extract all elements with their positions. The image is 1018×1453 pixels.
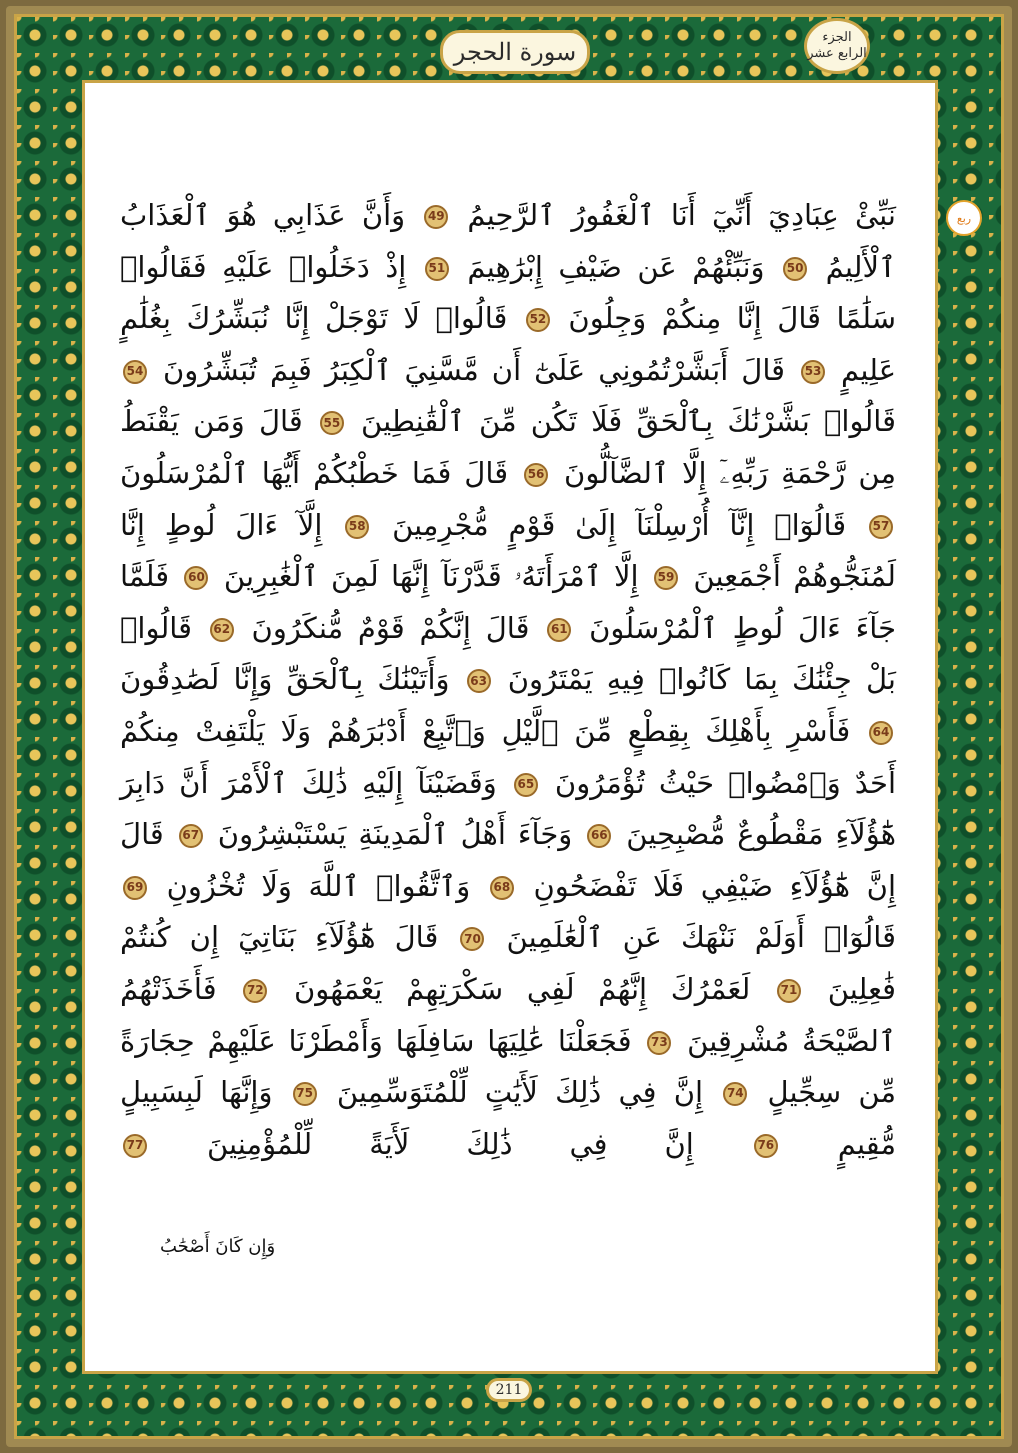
ayah-number-marker: 66 [587, 824, 611, 848]
ayah-number-marker: 50 [783, 257, 807, 281]
ayah-number-marker: 63 [467, 669, 491, 693]
ayah-number-marker: 67 [179, 824, 203, 848]
ayah-number-marker: 53 [801, 360, 825, 384]
verse-text: قَالُوا۟ بَشَّرْنَٰكَ بِٱلْحَقِّ فَلَا تَكُن مِّنَ ٱلْقَٰنِطِينَ [346, 404, 896, 439]
ayah-number-marker: 52 [526, 308, 550, 332]
ayah-number-marker: 57 [869, 515, 893, 539]
ayah-number-marker: 69 [123, 876, 147, 900]
verse-text: إِلَّا ٱمْرَأَتَهُۥ قَدَّرْنَآ إِنَّهَا لَمِنَ ٱلْغَٰبِرِينَ [211, 559, 639, 594]
verse-text: إِنَّ فِي ذَٰلِكَ لَأَيَٰتٍ لِّلْمُتَوَسِّمِينَ [319, 1075, 704, 1110]
ayah-number-marker: 49 [424, 205, 448, 229]
verse-text: قَالَ أَبَشَّرْتُمُونِي عَلَىٰٓ أَن مَّسَّنِيَ ٱلْكِبَرُ فَبِمَ تُبَشِّرُونَ [150, 352, 786, 387]
ayah-number-marker: 75 [293, 1082, 317, 1106]
verse-text: قَالُوا۟ لَا تَوْجَلْ إِنَّا نُبَشِّرُكَ بِغُلَٰمٍ عَلِيمٍ [120, 301, 896, 387]
juz-label [804, 18, 870, 74]
ayah-number-marker: 51 [425, 257, 449, 281]
ayah-number-marker: 76 [754, 1134, 778, 1158]
ayah-number-marker: 55 [320, 411, 344, 435]
verse-text: فَأَسْرِ بِأَهْلِكَ بِقِطْعٍ مِّنَ ٱلَّيْلِ وَٱتَّبِعْ أَدْبَٰرَهُمْ وَلَا يَلْتَفِتْ مِنكُمْ أَحَدٌ وَٱمْضُوا۟ حَيْثُ تُؤْمَرُونَ [120, 713, 897, 800]
ayah-number-marker: 65 [514, 773, 538, 797]
verse-text: إِذْ دَخَلُوا۟ عَلَيْهِ فَقَالُوا۟ سَلَٰمًا قَالَ إِنَّا مِنكُمْ وَجِلُونَ [120, 249, 897, 336]
ayah-number-marker: 62 [210, 618, 234, 642]
verse-text: وَإِنَّهَا لَبِسَبِيلٍ مُّقِيمٍ [120, 1075, 897, 1161]
quran-text-block [120, 190, 896, 1170]
verse-text: قَالُوٓا۟ إِنَّآ أُرْسِلْنَآ إِلَىٰ قَوْمٍ مُّجْرِمِينَ [372, 507, 847, 542]
ayah-number-marker: 74 [723, 1082, 747, 1106]
ayah-number-marker: 54 [123, 360, 147, 384]
verse-text: قَالَ إِنَّ هَٰٓؤُلَآءِ ضَيْفِي فَلَا تَفْضَحُونِ [120, 817, 897, 903]
ayah-number-marker: 77 [123, 1134, 147, 1158]
verse-text: قَالَ هَٰٓؤُلَآءِ بَنَاتِيٓ إِن كُنتُمْ فَٰعِلِينَ [120, 920, 896, 1006]
ayah-number-marker: 61 [547, 618, 571, 642]
ayah-number-marker: 71 [777, 979, 801, 1003]
ayah-number-marker: 73 [647, 1031, 671, 1055]
ayah-number-marker: 68 [490, 876, 514, 900]
ayah-number-marker: 70 [460, 927, 484, 951]
verse-text: وَجَآءَ أَهْلُ ٱلْمَدِينَةِ يَسْتَبْشِرُونَ [205, 817, 573, 852]
page-number: 211 [486, 1378, 532, 1402]
juz-label-line2: الرابع عشر [807, 46, 867, 61]
verse-text: إِلَّآ ءَالَ لُوطٍ إِنَّا لَمُنَجُّوهُمْ أَجْمَعِينَ [120, 507, 897, 594]
verse-text: قَالُوٓا۟ أَوَلَمْ نَنْهَكَ عَنِ ٱلْعَٰلَمِينَ [487, 920, 896, 955]
verse-text: لَعَمْرُكَ إِنَّهُمْ لَفِي سَكْرَتِهِمْ يَعْمَهُونَ [270, 971, 751, 1006]
ayah-number-marker: 60 [184, 566, 208, 590]
verse-text: إِنَّ فِي ذَٰلِكَ لَأَيَةً لِّلْمُؤْمِنِينَ [150, 1126, 694, 1161]
ayah-number-marker: 58 [345, 515, 369, 539]
catchword: وَإِن كَانَ أَصْحَٰبُ [160, 1236, 276, 1257]
verse-text: فَجَعَلْنَا عَٰلِيَهَا سَافِلَهَا وَأَمْطَرْنَا عَلَيْهِمْ حِجَارَةً مِّن سِجِّيلٍ [120, 1023, 897, 1110]
rub-hizb-mark: ربع [946, 200, 982, 236]
verse-text: قَالَ إِنَّكُمْ قَوْمٌ مُّنكَرُونَ [236, 610, 530, 645]
verse-text: فَأَخَذَتْهُمُ ٱلصَّيْحَةُ مُشْرِقِينَ [120, 971, 897, 1058]
verse-text: قَالُوا۟ بَلْ جِئْنَٰكَ بِمَا كَانُوا۟ فِيهِ يَمْتَرُونَ [120, 610, 896, 697]
ayah-number-marker: 59 [654, 566, 678, 590]
verse-text: وَأَنَّ عَذَابِي هُوَ ٱلْعَذَابُ ٱلْأَلِيمُ [120, 198, 897, 284]
surah-title: سورة الحجر [440, 30, 590, 74]
ayah-number-marker: 64 [869, 721, 893, 745]
verse-text: فَلَمَّا جَآءَ ءَالَ لُوطٍ ٱلْمُرْسَلُونَ [120, 559, 896, 645]
verse-text: وَٱتَّقُوا۟ ٱللَّهَ وَلَا تُخْزُونِ [150, 868, 471, 903]
verse-text: نَبِّئْ عِبَادِيٓ أَنِّيٓ أَنَا ٱلْغَفُورُ ٱلرَّحِيمُ [451, 198, 896, 232]
juz-label-line1: الجزء [822, 30, 852, 46]
ayah-number-marker: 72 [243, 979, 267, 1003]
verse-text: وَأَتَيْنَٰكَ بِٱلْحَقِّ وَإِنَّا لَصَٰدِقُونَ [120, 662, 450, 697]
verse-text: قَالَ فَمَا خَطْبُكُمْ أَيُّهَا ٱلْمُرْسَلُونَ [120, 455, 509, 490]
verse-text: قَالَ وَمَن يَقْنَطُ مِن رَّحْمَةِ رَبِّهِۦٓ إِلَّا ٱلضَّآلُّونَ [120, 404, 896, 490]
verse-text: وَنَبِّئْهُمْ عَن ضَيْفِ إِبْرَٰهِيمَ [451, 249, 765, 284]
ayah-number-marker: 56 [524, 463, 548, 487]
verse-text: وَقَضَيْنَآ إِلَيْهِ ذَٰلِكَ ٱلْأَمْرَ أَنَّ دَابِرَ هَٰٓؤُلَآءِ مَقْطُوعٌ مُّصْبِحِينَ [120, 765, 896, 852]
